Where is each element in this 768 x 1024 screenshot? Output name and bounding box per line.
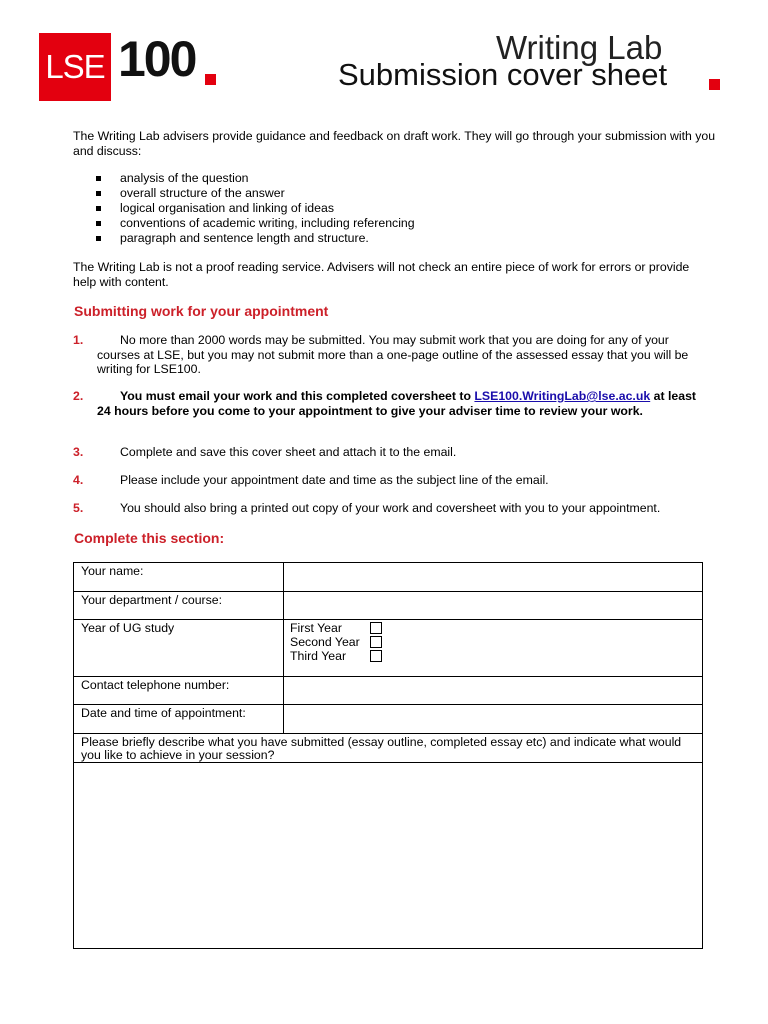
title-dot xyxy=(709,79,720,90)
item-text: No more than 2000 words may be submitted. You may submit work that you are doing for any of your courses at LSE, but you may not submit more than a one-page outline of the assessed essay that you will be writing for LSE100. xyxy=(97,333,689,376)
phone-label: Contact telephone number: xyxy=(81,678,230,692)
item-number: 5. xyxy=(73,501,84,515)
appointment-label: Date and time of appointment: xyxy=(81,706,246,720)
instruction-item-1 xyxy=(73,333,713,377)
item-text: Complete and save this cover sheet and attach it to the email. xyxy=(120,445,457,459)
list-item: paragraph and sentence length and structure. xyxy=(96,231,415,246)
describe-field[interactable] xyxy=(74,763,702,948)
discussion-list xyxy=(96,171,415,246)
item-text: You must email your work and this completed coversheet to xyxy=(120,389,475,403)
logo-dot xyxy=(205,74,216,85)
logo-number: 100 xyxy=(118,31,196,87)
intro-text: The Writing Lab advisers provide guidance and feedback on draft work. They will go through your submission with you and discuss: xyxy=(73,129,716,158)
item-number: 4. xyxy=(73,473,84,487)
item-number: 3. xyxy=(73,445,84,459)
appointment-row xyxy=(74,705,702,734)
instruction-item-5 xyxy=(73,501,713,516)
submitting-heading: Submitting work for your appointment xyxy=(74,303,329,319)
page-title: Writing Lab xyxy=(496,29,663,66)
column-divider xyxy=(283,620,284,676)
item-number: 1. xyxy=(73,333,84,347)
first-year-label: First Year xyxy=(290,621,342,635)
second-year-checkbox[interactable] xyxy=(370,636,382,648)
department-row xyxy=(74,592,702,620)
instruction-item-2 xyxy=(73,389,713,418)
name-field[interactable] xyxy=(284,563,702,591)
item-text-cont: at least 24 hours before you come to your appointment to give your adviser time to review your work. xyxy=(97,389,696,418)
page-subtitle: Submission cover sheet xyxy=(338,57,668,92)
lse-logo xyxy=(39,33,111,101)
year-label: Year of UG study xyxy=(81,621,175,635)
third-year-label: Third Year xyxy=(290,649,347,663)
list-item: analysis of the question xyxy=(96,171,415,186)
disclaimer-text: The Writing Lab is not a proof reading service. Advisers will not check an entire piece of work for errors or provide help with content. xyxy=(73,260,690,289)
item-text: You should also bring a printed out copy of your work and coversheet with you to your appointment. xyxy=(120,501,661,515)
form-heading: Complete this section: xyxy=(74,530,225,546)
describe-row xyxy=(74,734,702,763)
list-item: conventions of academic writing, including referencing xyxy=(96,216,415,231)
appointment-field[interactable] xyxy=(284,705,702,733)
cover-sheet-form xyxy=(73,562,703,949)
department-label: Your department / course: xyxy=(81,593,223,607)
third-year-checkbox[interactable] xyxy=(370,650,382,662)
name-row xyxy=(74,563,702,592)
name-label: Your name: xyxy=(81,564,144,578)
phone-field[interactable] xyxy=(284,677,702,704)
describe-label: Please briefly describe what you have submitted (essay outline, completed essay etc) and indicate what would you like to achieve in your session? xyxy=(81,735,682,762)
list-item: logical organisation and linking of ideas xyxy=(96,201,415,216)
second-year-label: Second Year xyxy=(290,635,360,649)
logo-text: LSE xyxy=(45,48,105,85)
year-row xyxy=(74,620,702,677)
instruction-item-3 xyxy=(73,445,713,460)
instruction-item-4 xyxy=(73,473,713,488)
first-year-checkbox[interactable] xyxy=(370,622,382,634)
item-text: Please include your appointment date and time as the subject line of the email. xyxy=(120,473,549,487)
item-number: 2. xyxy=(73,389,84,403)
email-link[interactable]: LSE100.WritingLab@lse.ac.uk xyxy=(474,389,651,403)
list-item: overall structure of the answer xyxy=(96,186,415,201)
department-field[interactable] xyxy=(284,592,702,619)
phone-row xyxy=(74,677,702,705)
